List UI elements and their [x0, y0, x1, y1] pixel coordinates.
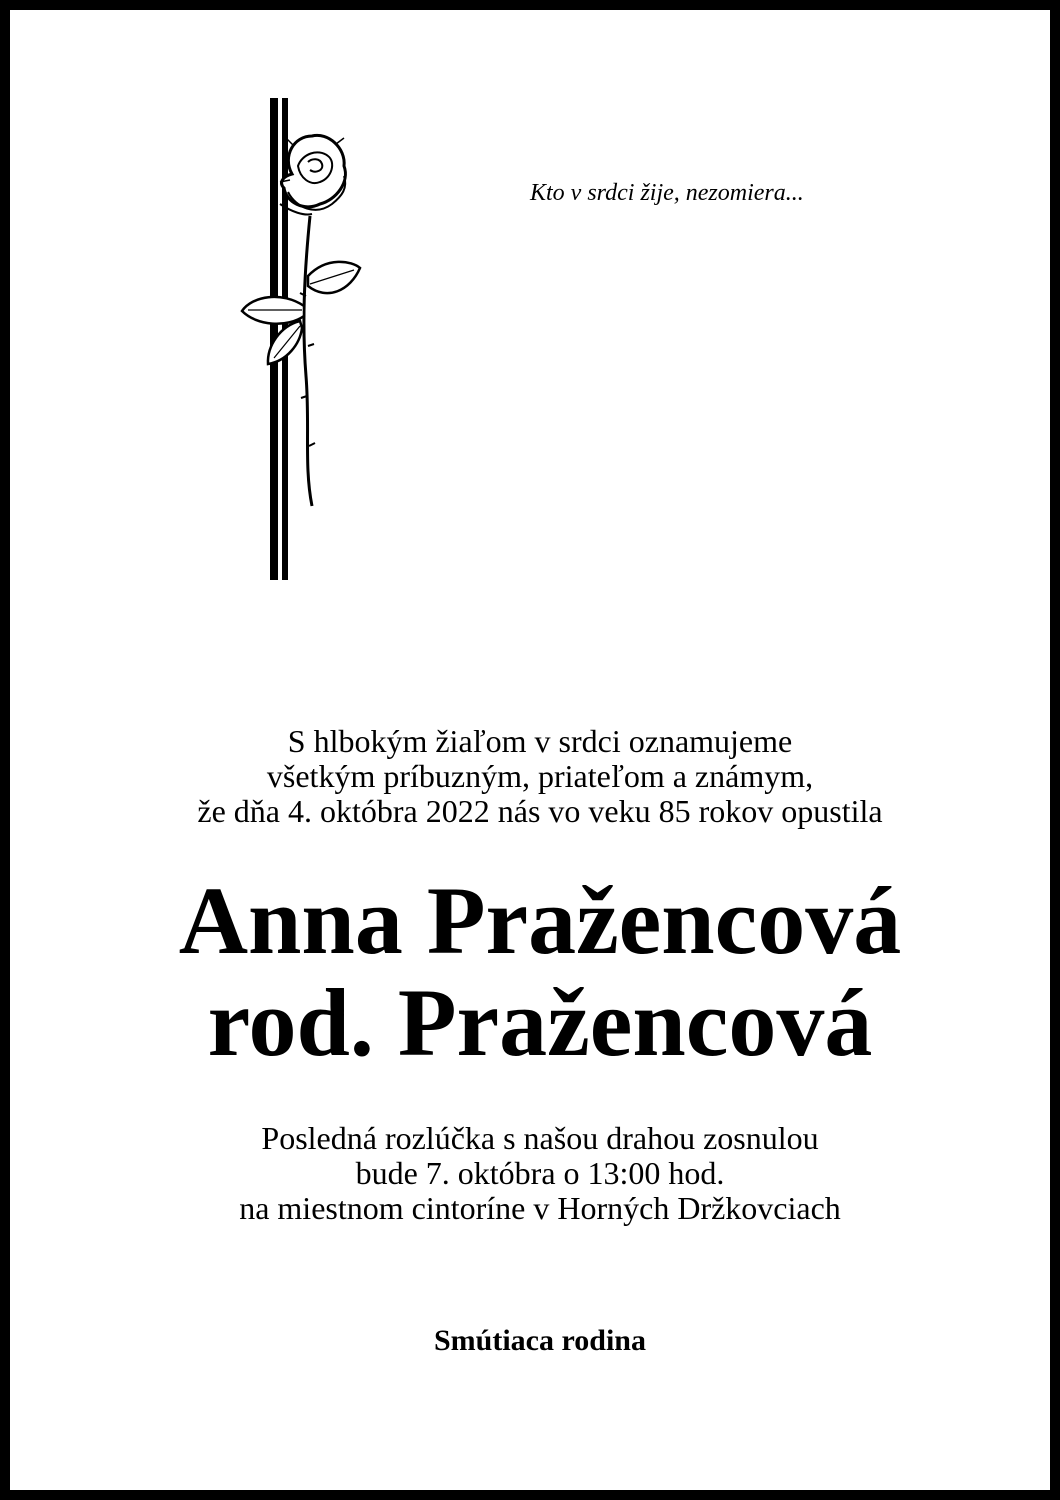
announcement: [50, 724, 1030, 829]
motto: Kto v srdci žije, nezomiera...: [530, 180, 804, 206]
funeral-line: Posledná rozlúčka s našou drahou zosnulou: [261, 1120, 819, 1156]
rose-cross-icon: [232, 96, 372, 582]
funeral-line: bude 7. októbra o 13:00 hod.: [355, 1155, 725, 1191]
deceased-maiden-name: rod. Pražencová: [207, 969, 873, 1076]
announcement-line: S hlbokým žiaľom v srdci oznamujeme: [287, 723, 793, 759]
funeral-details: [50, 1121, 1030, 1226]
deceased-name-block: [50, 867, 1030, 1076]
announcement-line: všetkým príbuzným, priateľom a známym,: [266, 758, 814, 794]
signature: Smútiaca rodina: [434, 1324, 646, 1357]
announcement-line: že dňa 4. októbra 2022 nás vo veku 85 rokov opustila: [197, 793, 883, 829]
funeral-line: na miestnom cintoríne v Horných Držkovciach: [239, 1190, 841, 1226]
deceased-name: Anna Pražencová: [178, 867, 902, 974]
